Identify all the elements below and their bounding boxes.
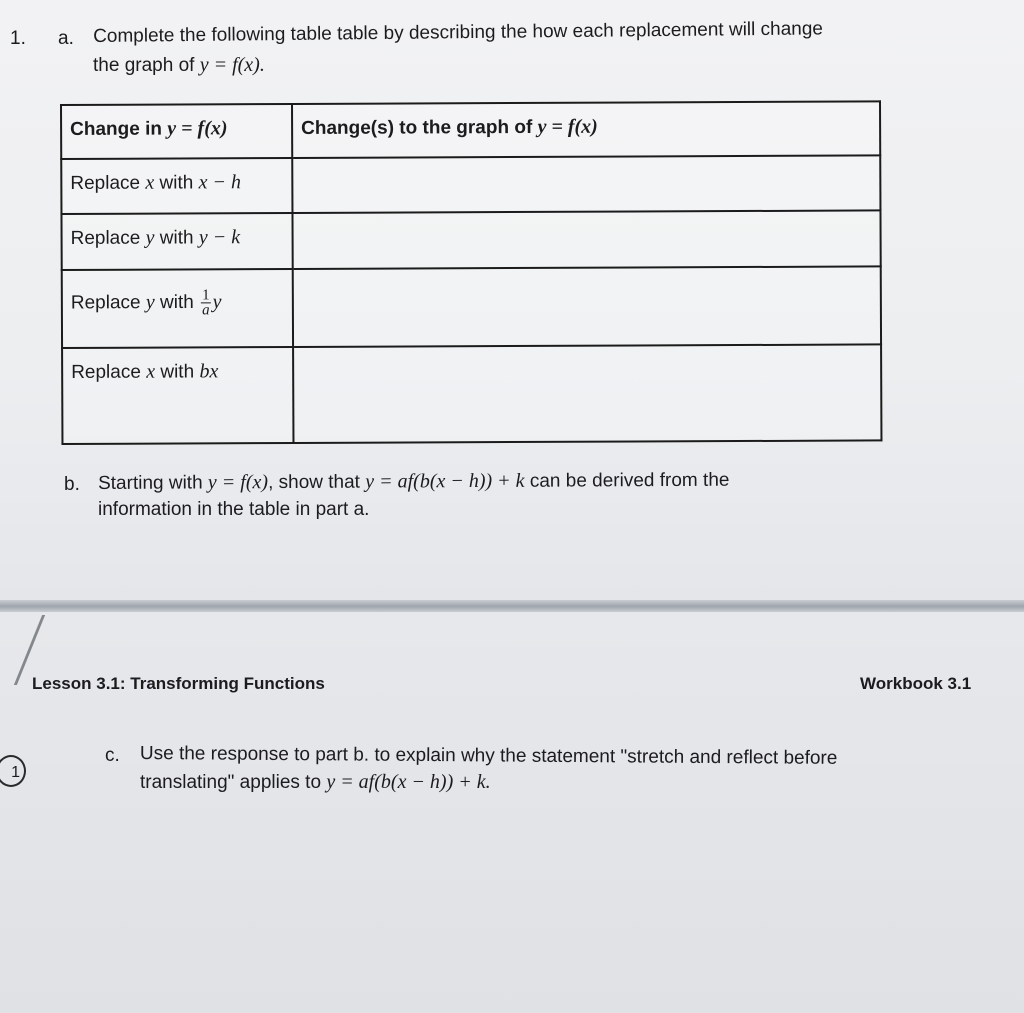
transformation-table bbox=[60, 100, 882, 445]
part-c-letter: c. bbox=[105, 745, 120, 766]
part-c-line1: Use the response to part b. to explain why the statement "stretch and reflect before bbox=[139, 742, 838, 769]
row3-change: Replace y with $\frac{1}{a}$ y bbox=[62, 269, 293, 348]
part-b-line1: Starting with y = f(x), show that y = af(b(x − h)) + k can be derived from the bbox=[98, 469, 730, 494]
table-row bbox=[61, 210, 880, 270]
part-a-instruction-line2: the graph of y = f(x). bbox=[93, 54, 265, 76]
row1-answer-cell[interactable] bbox=[292, 155, 880, 213]
table-row bbox=[61, 155, 880, 214]
row2-change: Replace y with y − k bbox=[61, 213, 292, 270]
part-c-line2: translating" applies to y = af(b(x − h)) + k. bbox=[140, 771, 491, 793]
fraction-one-over-a: $\frac{1}{a}$ bbox=[202, 287, 210, 319]
part-a-instruction-line1: Complete the following table table by describing the how each replacement will change bbox=[93, 18, 824, 47]
table-row bbox=[62, 344, 881, 444]
part-b-line2: information in the table in part a. bbox=[98, 499, 370, 520]
row3-answer-cell[interactable] bbox=[293, 266, 881, 347]
table-row bbox=[62, 266, 881, 348]
row1-change: Replace x with x − h bbox=[61, 158, 292, 214]
table-header-change: Change in y = f(x) bbox=[61, 104, 292, 159]
page-marker-circle: 1 bbox=[0, 755, 26, 787]
part-a-letter: a. bbox=[58, 28, 74, 49]
worksheet-page-bottom bbox=[0, 612, 1024, 1013]
lesson-title: Lesson 3.1: Transforming Functions bbox=[32, 674, 325, 693]
row4-answer-cell[interactable] bbox=[293, 344, 881, 443]
table-header-graph-change: Change(s) to the graph of y = f(x) bbox=[292, 101, 880, 158]
row4-change: Replace x with bx bbox=[62, 347, 293, 444]
question-number: 1. bbox=[10, 28, 26, 49]
part-b-letter: b. bbox=[64, 474, 80, 495]
workbook-label: Workbook 3.1 bbox=[860, 674, 972, 693]
row2-answer-cell[interactable] bbox=[292, 210, 880, 269]
table-header-row bbox=[61, 101, 880, 159]
